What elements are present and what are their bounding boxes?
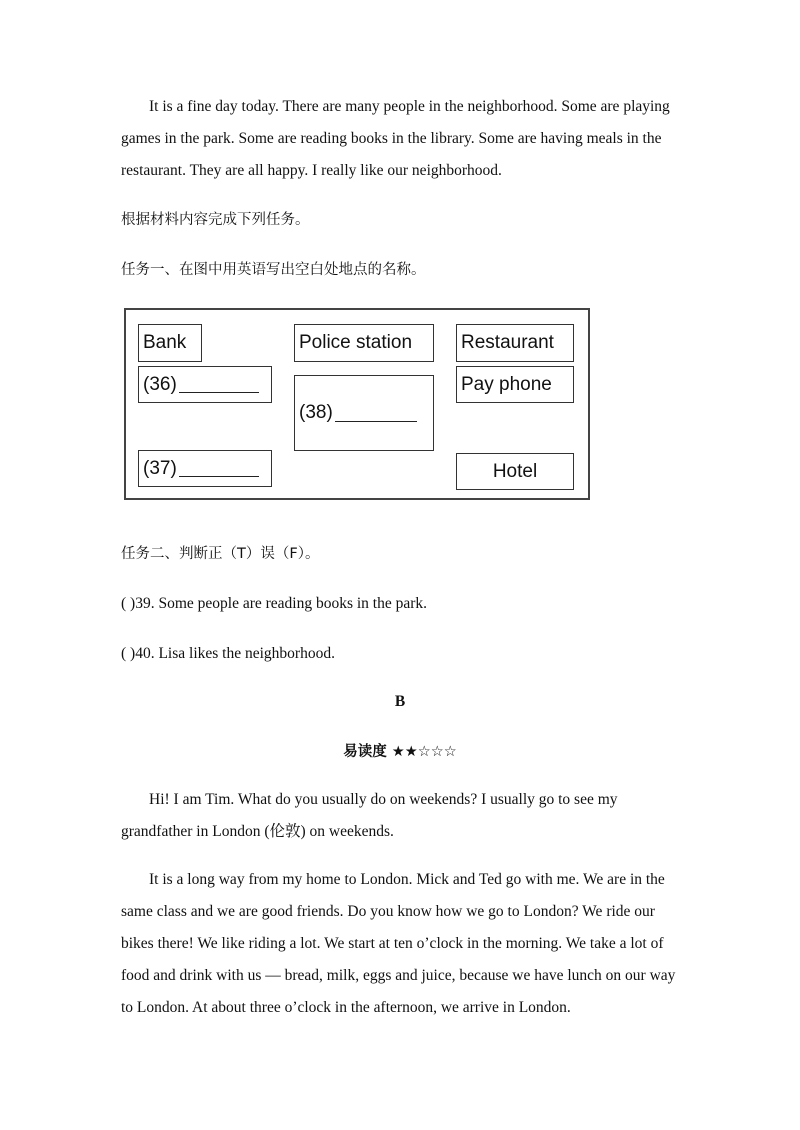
neighborhood-map [124, 308, 590, 500]
map-police-station-label: Police station [299, 332, 413, 353]
instruction-text: 根据材料内容完成下列任务。 [121, 212, 310, 228]
passage-b-paragraph-2: It is a long way from my home to London. Mick and Ted go with me. We are in the same class and we are good friends. Do you know how we go to London? We ride our bikes there! We like riding a lot. We start at ten o’clock in the morning. We take a lot of food and drink with us — bread, milk, eggs and juice, because we have lunch on our way to London. At about three o’clock in the afternoon, we arrive in London. [121, 871, 676, 1016]
map-hotel [456, 453, 574, 490]
task2-heading: 任务二、判断正（T）误（F）。 [121, 546, 320, 562]
task1-heading: 任务一、在图中用英语写出空白处地点的名称。 [121, 262, 426, 278]
map-hotel-label: Hotel [492, 460, 538, 482]
map-restaurant-label: Restaurant [461, 332, 554, 353]
map-blank-37 [138, 450, 272, 487]
map-blank-37-label: (37) [143, 457, 177, 479]
passage-b-paragraph-1: Hi! I am Tim. What do you usually do on weekends? I usually go to see my grandfather in London (伦敦) on weekends. [121, 791, 618, 840]
map-bank-label: Bank [143, 332, 187, 353]
map-bank [138, 324, 202, 362]
passage-a-paragraph: It is a fine day today. There are many people in the neighborhood. Some are playing games in the park. Some are reading books in the library. Some are having meals in the restaurant. They are all happy. I really like our neighborhood. [121, 98, 670, 179]
answer-line-36 [179, 376, 259, 393]
question-39: ( )39. Some people are reading books in the park. [121, 595, 428, 612]
map-pay-phone [456, 366, 574, 403]
map-restaurant [456, 324, 574, 362]
question-40: ( )40. Lisa likes the neighborhood. [121, 645, 335, 662]
answer-line-37 [179, 460, 259, 477]
section-b-label: B [394, 693, 406, 710]
map-blank-36-label: (36) [143, 373, 177, 395]
map-blank-38-label: (38) [299, 402, 333, 423]
map-blank-38 [294, 375, 434, 451]
answer-line-38 [335, 405, 417, 422]
map-blank-36 [138, 366, 272, 403]
difficulty-rating: 易读度 ★★☆☆☆ [343, 744, 457, 760]
map-pay-phone-label: Pay phone [461, 373, 552, 395]
map-police-station [294, 324, 434, 362]
